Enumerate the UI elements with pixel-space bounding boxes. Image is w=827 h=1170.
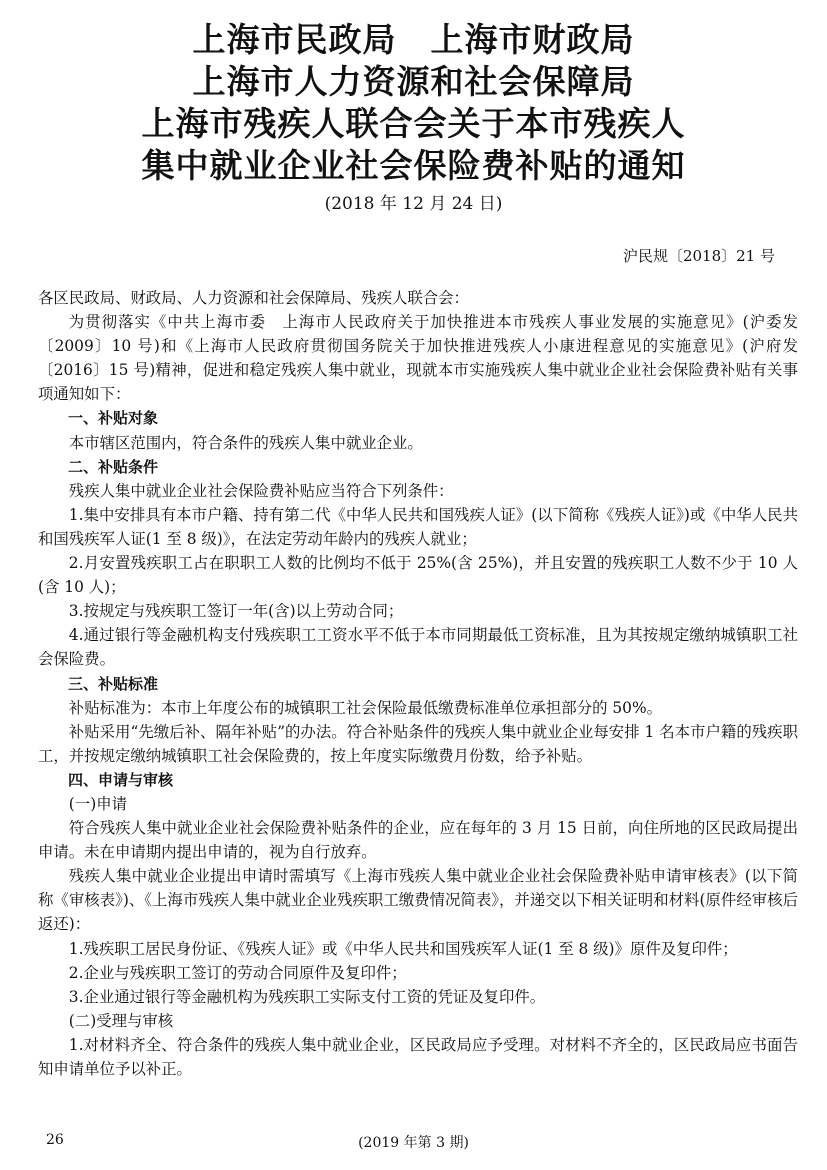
section-2-item-2: 2.月安置残疾职工占在职职工人数的比例均不低于 25%(含 25%)，并且安置的残疾职工人数不少于 10 人(含 10 人)； [38,554,798,597]
document-body [38,286,798,1081]
section-3-text-1: 补贴标准为：本市上年度公布的城镇职工社会保险最低缴费标准单位承担部分的 50%。 [68,698,662,717]
title-line-1: 上海市民政局 上海市财政局 [192,20,635,59]
section-2-item-3: 3.按规定与残疾职工签订一年(含)以上劳动合同； [68,602,404,621]
application-text-1: 符合残疾人集中就业企业社会保险费补贴条件的企业，应在每年的 3 月 15 日前，向住所地的区民政局提出申请。未在申请期内提出申请的，视为自行放弃。 [38,819,798,862]
intro-paragraph: 为贯彻落实《中共上海市委 上海市人民政府关于加快推进本市残疾人事业发展的实施意见》(沪委发〔2009〕10 号)和《上海市人民政府贯彻国务院关于加快推进残疾人小康进程意见的实施意见》(沪府发〔2016〕15 号)精神，促进和稳定残疾人集中就业，现就本市实施残疾人集中就业企业社会保险费补贴有关事项通知如下： [38,313,798,404]
subsection-review: (二)受理与审核 [68,1011,174,1030]
page-number: 26 [46,1132,64,1148]
application-item-3: 3.企业通过银行等金融机构为残疾职工实际支付工资的凭证及复印件。 [68,987,546,1006]
section-1-text: 本市辖区范围内，符合条件的残疾人集中就业企业。 [68,433,423,452]
title-line-3: 上海市残疾人联合会关于本市残疾人 [141,104,686,143]
section-2-text: 残疾人集中就业企业社会保险费补贴应当符合下列条件： [68,481,454,500]
issue-label: (2019 年第 3 期) [358,1135,469,1151]
salutation: 各区民政局、财政局、人力资源和社会保障局、残疾人联合会： [38,289,469,307]
application-text-2: 残疾人集中就业企业提出申请时需填写《上海市残疾人集中就业企业社会保险费补贴申请审核表》(以下简称《审核表》)、《上海市残疾人集中就业企业残疾职工缴费情况简表》，并递交以下相关证明和材料(原件经审核后返还)： [38,867,798,934]
application-item-2: 2.企业与残疾职工签订的劳动合同原件及复印件； [68,963,407,982]
section-heading-4: 四、申请与审核 [68,770,174,789]
title-line-2: 上海市人力资源和社会保障局 [192,62,635,101]
application-item-1: 1.残疾职工居民身份证、《残疾人证》或《中华人民共和国残疾军人证(1 至 8 级)》原件及复印件； [68,939,738,958]
subsection-application: (一)申请 [68,794,127,813]
section-heading-2: 二、补贴条件 [68,457,159,476]
section-heading-1: 一、补贴对象 [68,409,159,428]
section-heading-3: 三、补贴标准 [68,674,159,693]
document-number: 沪民规〔2018〕21 号 [622,247,775,265]
section-3-text-2: 补贴采用“先缴后补、隔年补贴”的办法。符合补贴条件的残疾人集中就业企业每安排 1 名本市户籍的残疾职工，并按规定缴纳城镇职工社会保险费的，按上年度实际缴费月份数，给予补贴。 [38,722,798,765]
review-text-1: 1.对材料齐全、符合条件的残疾人集中就业企业，区民政局应予受理。对材料不齐全的，区民政局应书面告知申请单位予以补正。 [38,1035,798,1078]
title-line-4: 集中就业企业社会保险费补贴的通知 [141,146,686,185]
issue-date: (2018 年 12 月 24 日) [324,194,503,214]
section-2-item-1: 1.集中安排具有本市户籍、持有第二代《中华人民共和国残疾人证》(以下简称《残疾人证》)或《中华人民共和国残疾军人证(1 至 8 级)》，在法定劳动年龄内的残疾人就业； [38,505,798,548]
section-2-item-4: 4.通过银行等金融机构支付残疾职工工资水平不低于本市同期最低工资标准，且为其按规定缴纳城镇职工社会保险费。 [38,626,798,669]
